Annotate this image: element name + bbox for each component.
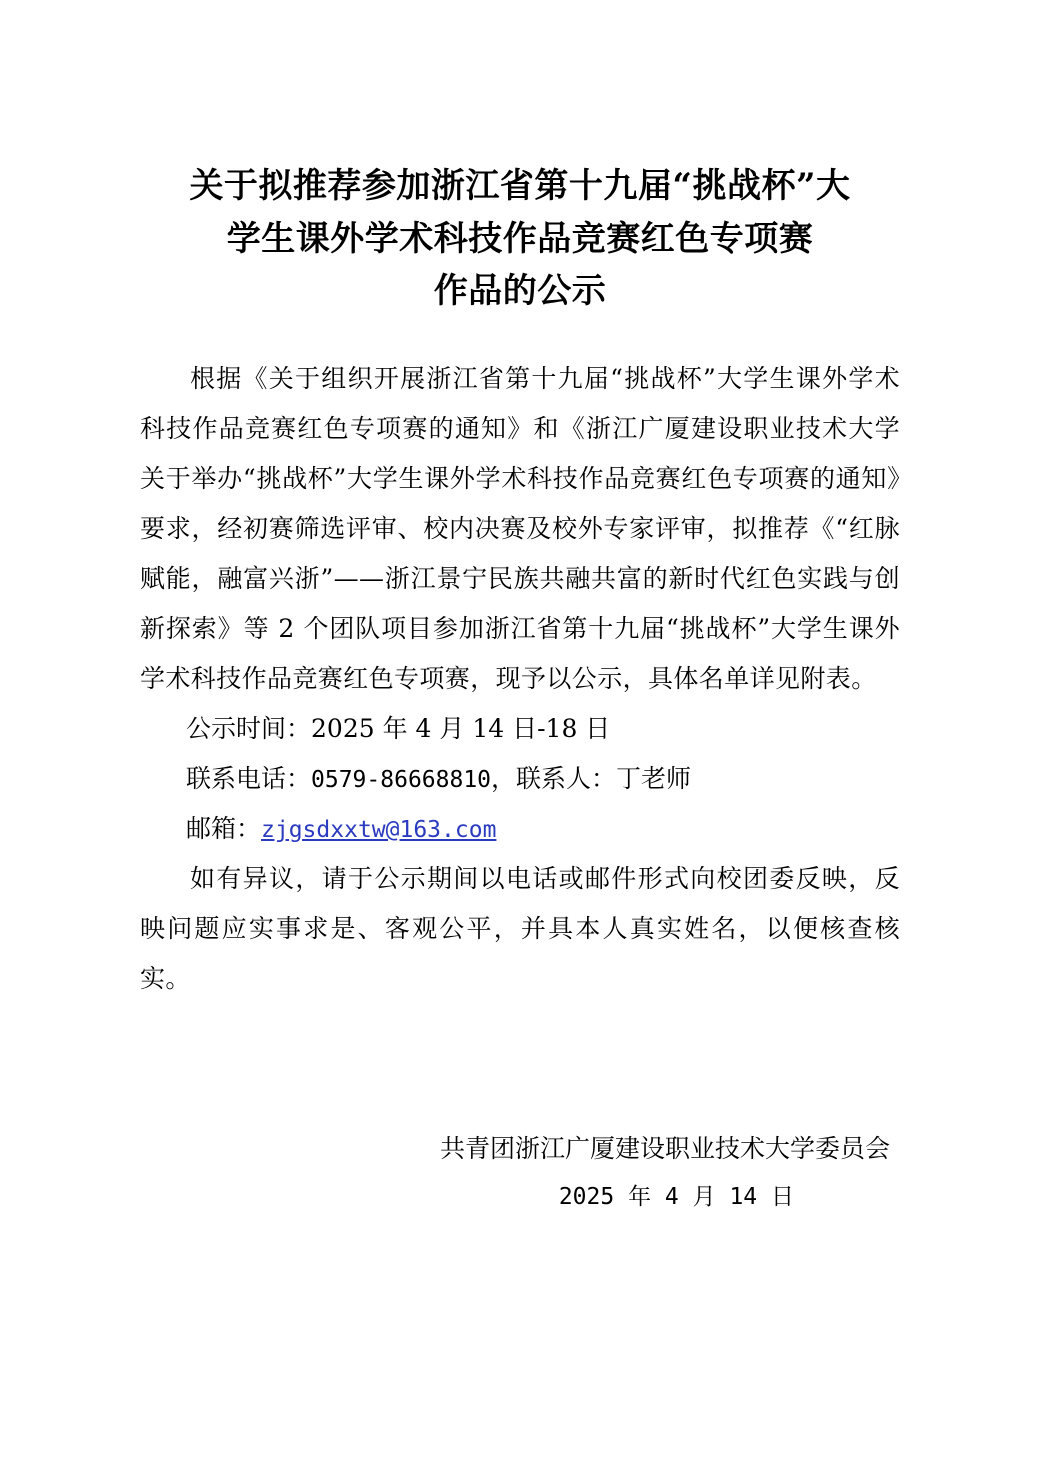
email-line: [140, 804, 900, 854]
notice-period-label: 公示时间：: [186, 714, 312, 744]
notice-period-value: 2025 年 4 月 14 日-18 日: [311, 714, 611, 744]
title-line-1: 关于拟推荐参加浙江省第十九届“挑战杯”大: [189, 166, 851, 206]
signature-date: 2025 年 4 月 14 日: [558, 1184, 794, 1211]
document-body: [140, 354, 900, 1004]
objection-paragraph: 如有异议，请于公示期间以电话或邮件形式向校团委反映，反映问题应实事求是、客观公平，并具本人真实姓名，以便核查核实。: [140, 864, 900, 994]
contact-phone-line: [140, 754, 900, 804]
signature-organization: 共青团浙江广厦建设职业技术大学委员会: [439, 1134, 890, 1164]
signature-block: [140, 1124, 900, 1220]
email-label: 邮箱：: [186, 814, 262, 844]
title-line-2: 学生课外学术科技作品竞赛红色专项赛: [226, 218, 814, 259]
notice-period-line: [140, 704, 900, 754]
title-line-3: 作品的公示: [433, 271, 607, 312]
body-paragraph: 根据《关于组织开展浙江省第十九届“挑战杯”大学生课外学术科技作品竞赛红色专项赛的通知》和《浙江广厦建设职业技术大学关于举办“挑战杯”大学生课外学术科技作品竞赛红色专项赛的通知》要求，经初赛筛选评审、校内决赛及校外专家评审，拟推荐《“红脉赋能，融富兴浙”——浙江景宁民族共融共富的新时代红色实践与创新探索》等 2 个团队项目参加浙江省第十九届“挑战杯”大学生课外学术科技作品竞赛红色专项赛，现予以公示，具体名单详见附表。: [140, 364, 900, 694]
phone-label: 联系电话：: [186, 764, 312, 794]
contact-value: 丁老师: [616, 764, 692, 794]
phone-value: 0579-86668810: [311, 767, 492, 794]
page-title: [140, 160, 900, 318]
contact-label: ，联系人：: [491, 764, 617, 794]
email-link[interactable]: zjgsdxxtw@163.com: [261, 817, 497, 844]
